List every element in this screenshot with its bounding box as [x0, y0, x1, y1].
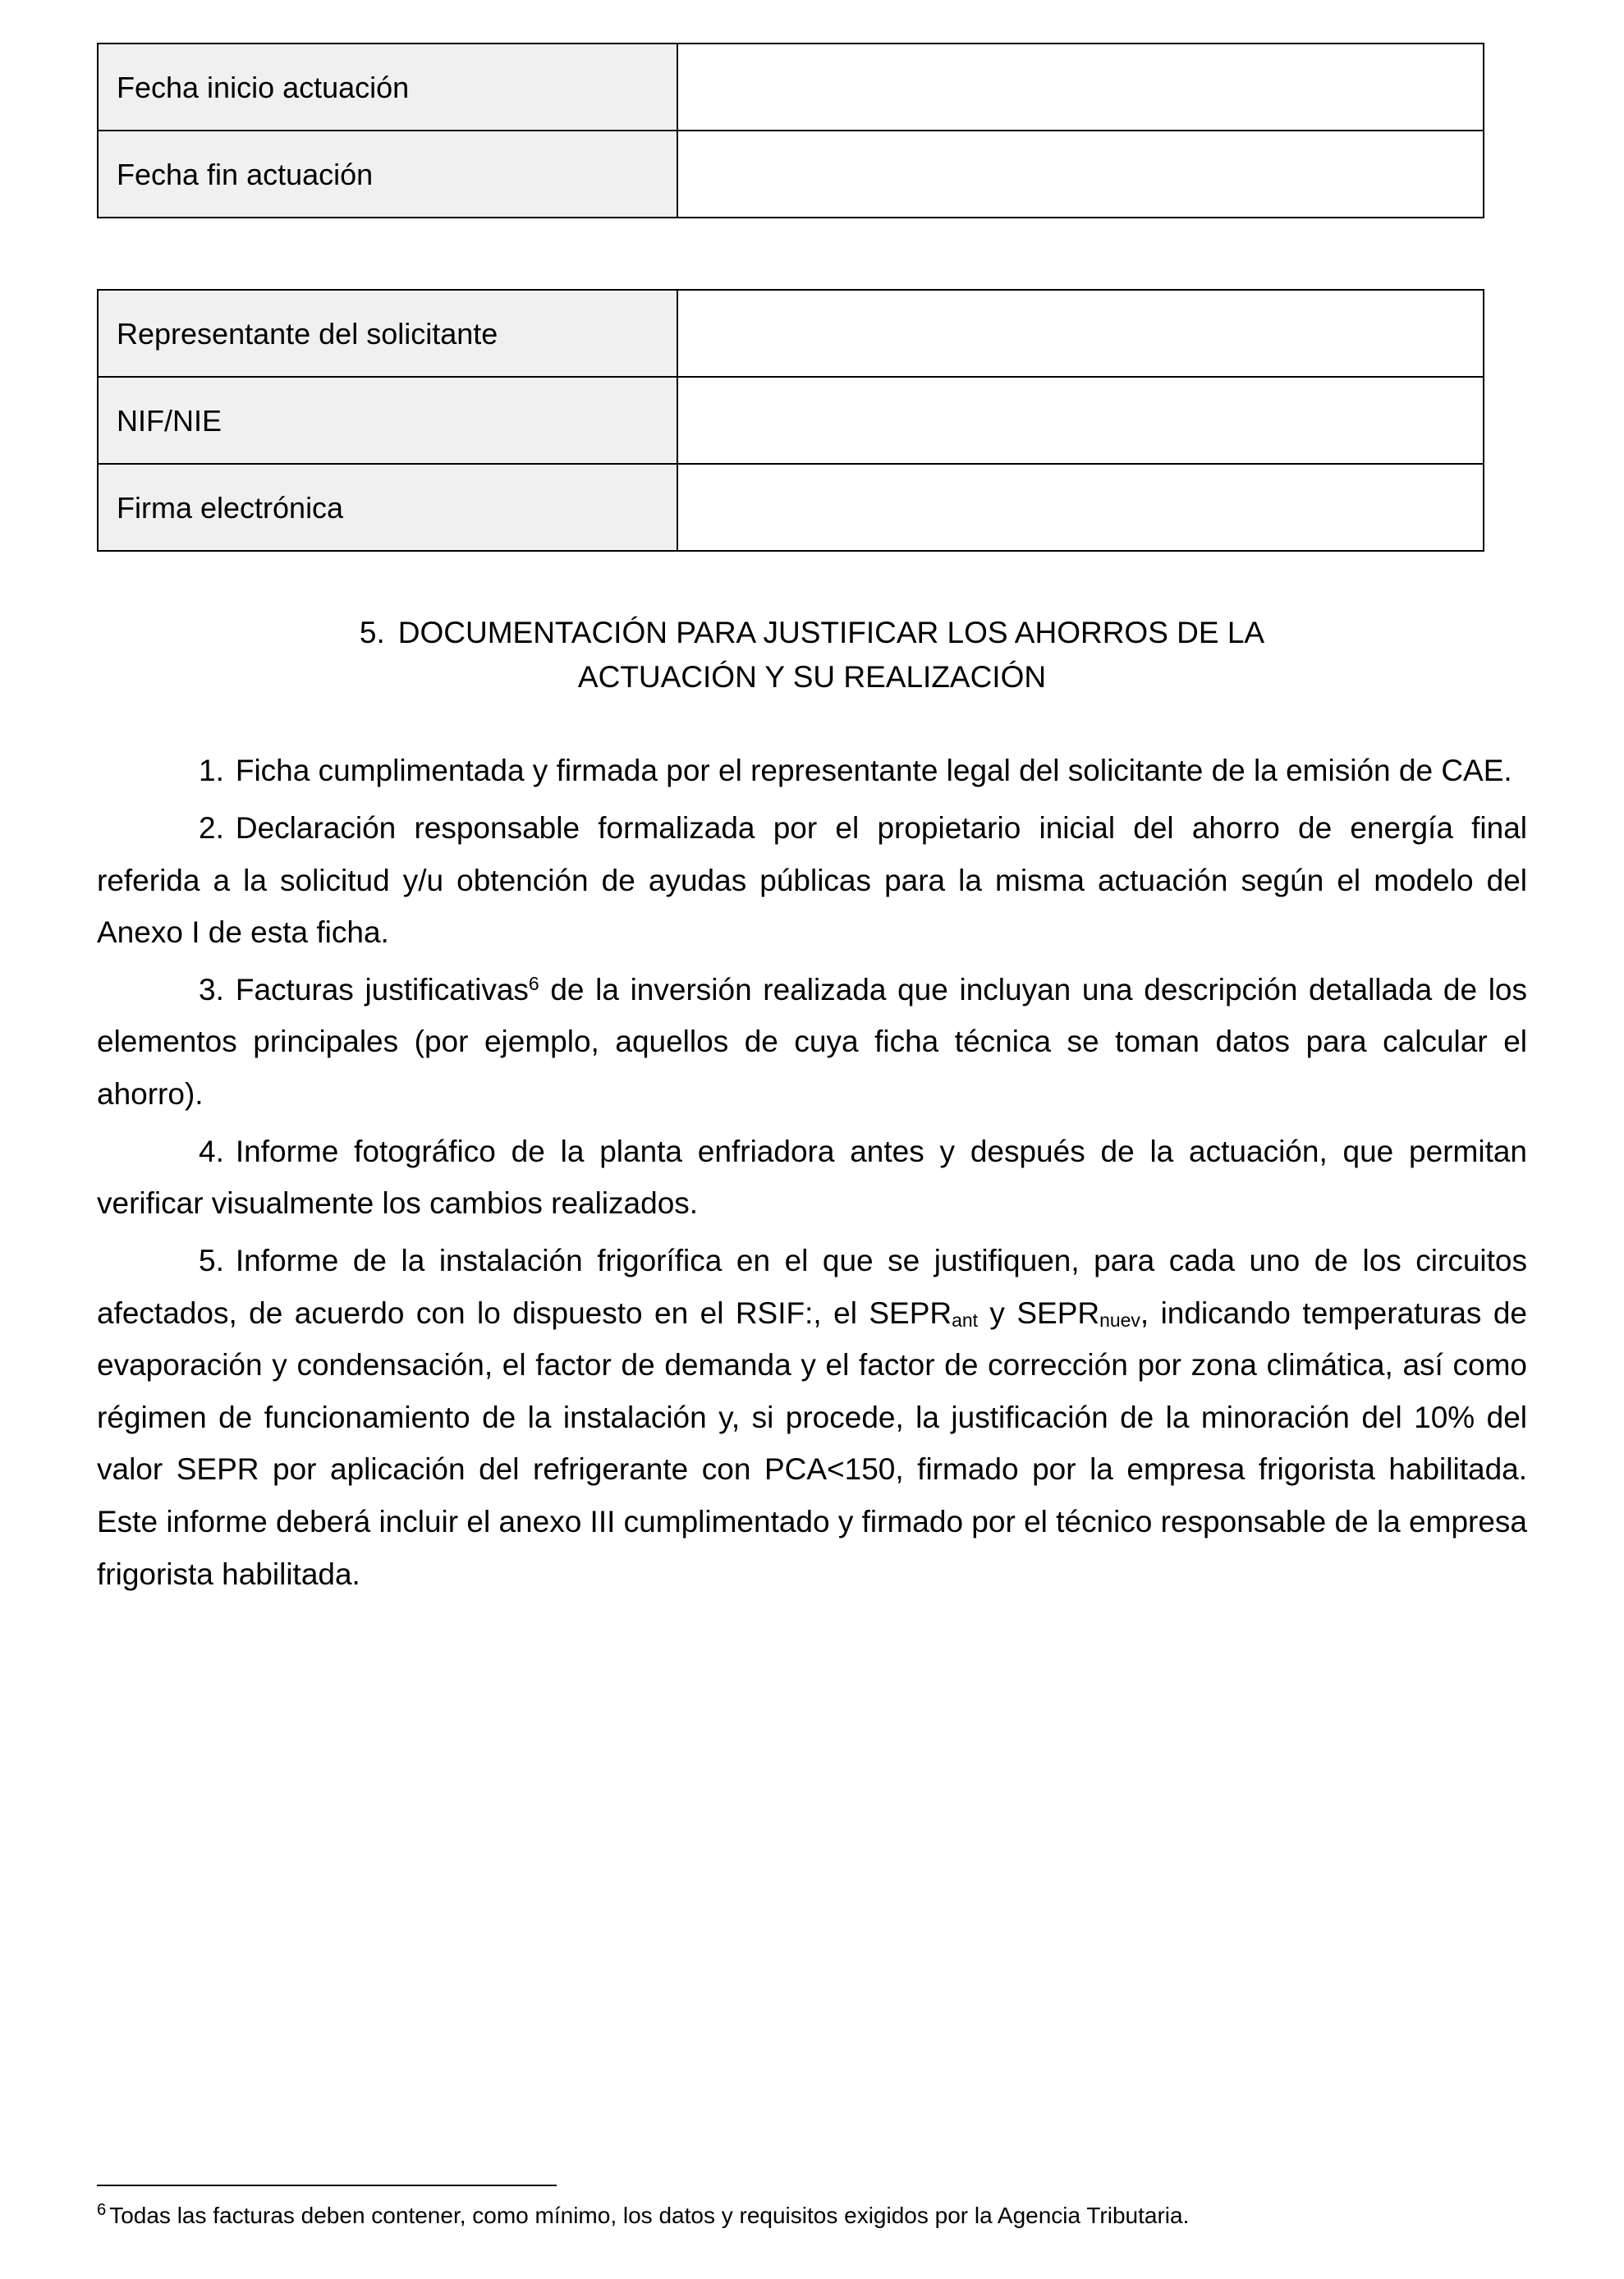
- section-heading: [97, 611, 1527, 699]
- table-row: [98, 464, 1484, 551]
- table-row: [98, 290, 1484, 377]
- representante-solicitante-table: [97, 289, 1484, 552]
- row-value-firma-electronica[interactable]: [677, 464, 1484, 551]
- item-text-part1: Informe de la instalación frigorífica en el que se justifiquen, para cada uno de los circuitos afectados, de acuerdo con lo dispuesto en el RSIF:, el SEPR: [97, 1243, 1527, 1330]
- fechas-actuacion-table: [97, 43, 1484, 218]
- footnote-divider: [97, 2185, 557, 2186]
- item-number: 2.: [199, 810, 224, 845]
- item-text-after-footnote: de la inversión realizada que incluyan una descripción detallada de los elementos principales (por ejemplo, aquellos de cuya ficha técnica se toman datos para calcular el ahorro).: [97, 972, 1527, 1112]
- row-label-nif-nie: NIF/NIE: [98, 377, 677, 464]
- item-text: Informe fotográfico de la planta enfriadora antes y después de la actuación, que permitan verificar visualmente los cambios realizados.: [97, 1134, 1527, 1221]
- row-value-representante[interactable]: [677, 290, 1484, 377]
- footnote-area: [97, 2185, 1527, 2231]
- row-label-firma-electronica: Firma electrónica: [98, 464, 677, 551]
- table-row: [98, 44, 1484, 131]
- footnote-body: Todas las facturas deben contener, como mínimo, los datos y requisitos exigidos por la Agencia Tributaria.: [109, 2203, 1190, 2229]
- row-label-representante: Representante del solicitante: [98, 290, 677, 377]
- item-number: 4.: [199, 1134, 224, 1168]
- item-number: 5.: [199, 1243, 224, 1277]
- footnote: [97, 2199, 1527, 2231]
- row-value-fecha-inicio[interactable]: [677, 44, 1484, 131]
- list-item: [97, 745, 1527, 797]
- item-number: 1.: [199, 754, 224, 788]
- item-text-part2: y SEPR: [978, 1295, 1100, 1330]
- item-text-part3: , indicando temperaturas de evaporación y condensación, el factor de demanda y el factor de corrección por zona climática, así como régimen de funcionamiento de la instalación y, si procede, la justificación de la minoración del 10% del valor SEPR por aplicación del refrigerante con PCA<150, firmado por la empresa frigorista habilitada. Este informe deberá incluir el anexo III cumplimentado y firmado por el técnico responsable de la empresa frigorista habilitada.: [97, 1295, 1528, 1591]
- item-text: Ficha cumplimentada y firmada por el representante legal del solicitante de la emisión de CAE.: [235, 754, 1512, 788]
- list-item: [97, 1126, 1527, 1230]
- list-item: [97, 964, 1527, 1121]
- row-label-fecha-fin: Fecha fin actuación: [98, 131, 677, 218]
- section-title-line2: ACTUACIÓN Y SU REALIZACIÓN: [577, 659, 1047, 694]
- list-item: [97, 802, 1527, 959]
- subscript-nuev: nuev: [1099, 1309, 1140, 1331]
- row-value-nif-nie[interactable]: [677, 377, 1484, 464]
- section-number: 5.: [359, 616, 385, 649]
- item-text: Declaración responsable formalizada por el propietario inicial del ahorro de energía final referida a la solicitud y/u obtención de ayudas públicas para la misma actuación según el modelo del Anexo I de esta ficha.: [97, 810, 1527, 950]
- row-label-fecha-inicio: Fecha inicio actuación: [98, 44, 677, 131]
- footnote-number: 6: [97, 2201, 107, 2220]
- documentation-list: [97, 745, 1527, 1600]
- table-row: [98, 131, 1484, 218]
- section-title-line1: DOCUMENTACIÓN PARA JUSTIFICAR LOS AHORROS DE LA: [397, 616, 1265, 649]
- subscript-ant: ant: [952, 1309, 978, 1331]
- row-value-fecha-fin[interactable]: [677, 131, 1484, 218]
- list-item: [97, 1235, 1527, 1600]
- table-spacer: [97, 218, 1527, 289]
- item-number: 3.: [199, 972, 224, 1007]
- table-row: [98, 377, 1484, 464]
- item-text-before-footnote: Facturas justificativas: [235, 972, 529, 1007]
- footnote-marker: 6: [528, 972, 539, 994]
